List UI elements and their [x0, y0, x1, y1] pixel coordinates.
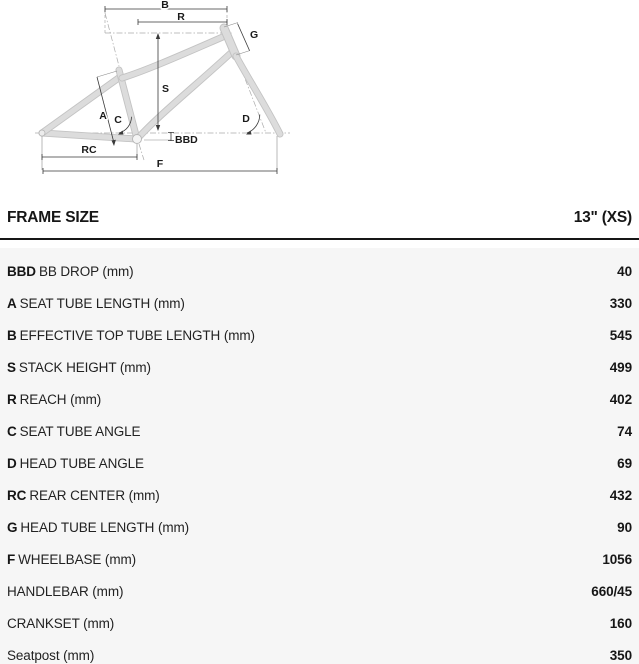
table-row [0, 447, 639, 479]
spec-code: BBD [7, 263, 36, 279]
frame-geometry-svg [0, 0, 639, 192]
spec-value: 350 [609, 647, 632, 663]
dimension-label-g: G [250, 29, 259, 41]
dimension-label-b: B [161, 0, 169, 11]
spec-code: D [7, 455, 17, 471]
table-row [0, 479, 639, 511]
spec-name: STACK HEIGHT (mm) [18, 359, 151, 375]
frame-geometry-diagram [0, 0, 639, 192]
spec-code: RC [7, 487, 27, 503]
spec-name: EFFECTIVE TOP TUBE LENGTH (mm) [19, 327, 255, 343]
table-row [0, 607, 639, 639]
spec-label [7, 648, 94, 663]
bottom-bracket [133, 135, 142, 144]
rear-axle [39, 130, 45, 136]
spec-name: REACH (mm) [19, 391, 102, 407]
spec-value: 402 [609, 391, 632, 407]
spec-name: SEAT TUBE ANGLE [19, 423, 141, 439]
spec-name: SEAT TUBE LENGTH (mm) [19, 295, 185, 311]
spec-name: HEAD TUBE ANGLE [19, 455, 144, 471]
spec-label [7, 488, 160, 503]
dimension-r [138, 11, 227, 25]
dimension-d [242, 113, 260, 135]
table-row [0, 415, 639, 447]
table-row [0, 319, 639, 351]
spec-label [7, 552, 136, 567]
spec-name: HANDLEBAR (mm) [7, 583, 124, 599]
dimension-label-bbd: BBD [175, 134, 198, 146]
spec-code: B [7, 327, 17, 343]
spec-label [7, 264, 134, 279]
spec-code: C [7, 423, 17, 439]
frame-size-title: FRAME SIZE [7, 209, 99, 226]
table-row [0, 639, 639, 664]
spec-value: 160 [609, 615, 632, 631]
spec-label [7, 616, 114, 631]
table-row [0, 287, 639, 319]
spec-label [7, 392, 101, 407]
spec-value: 40 [617, 263, 632, 279]
spec-value: 69 [617, 455, 632, 471]
dimension-label-rc: RC [81, 144, 97, 156]
dimension-label-a: A [99, 110, 107, 122]
dimension-label-c: C [114, 114, 122, 126]
spec-name: REAR CENTER (mm) [29, 487, 160, 503]
spec-label [7, 424, 140, 439]
dimension-label-d: D [242, 113, 250, 125]
spec-label [7, 584, 123, 599]
spec-value: 1056 [602, 551, 632, 567]
spec-name: BB DROP (mm) [38, 263, 134, 279]
spec-code: S [7, 359, 16, 375]
table-row [0, 575, 639, 607]
table-row [0, 511, 639, 543]
table-row [0, 543, 639, 575]
spec-value: 330 [609, 295, 632, 311]
dimension-label-f: F [156, 158, 164, 170]
table-row [0, 383, 639, 415]
spec-code: A [7, 295, 17, 311]
spec-code: G [7, 519, 18, 535]
spec-label [7, 456, 144, 471]
header-divider [0, 238, 639, 240]
spec-name: WHEELBASE (mm) [18, 551, 137, 567]
spec-value: 432 [609, 487, 632, 503]
spec-label [7, 328, 255, 343]
table-row [0, 351, 639, 383]
spec-code: R [7, 391, 17, 407]
table-header [0, 203, 639, 233]
spec-value: 660/45 [591, 583, 632, 599]
spec-label [7, 296, 185, 311]
seat-axis-lower-refline [139, 144, 144, 160]
spec-value: 90 [617, 519, 632, 535]
spec-value: 545 [609, 327, 632, 343]
seat-axis-refline [105, 13, 119, 66]
spec-table-body [0, 248, 639, 664]
spec-label [7, 360, 151, 375]
dimension-label-r: R [177, 11, 185, 23]
spec-name: HEAD TUBE LENGTH (mm) [20, 519, 190, 535]
spec-value: 74 [617, 423, 632, 439]
table-row [0, 255, 639, 287]
spec-value: 499 [609, 359, 632, 375]
dimension-f [43, 136, 277, 174]
spec-name: CRANKSET (mm) [7, 615, 115, 631]
spec-label [7, 520, 189, 535]
spec-code: F [7, 551, 16, 567]
dimension-b [105, 0, 227, 12]
frame-size-value: 13" (XS) [573, 209, 632, 226]
spec-name: Seatpost (mm) [7, 647, 95, 663]
dimension-label-s: S [162, 83, 170, 95]
dimension-bbd [144, 132, 198, 146]
